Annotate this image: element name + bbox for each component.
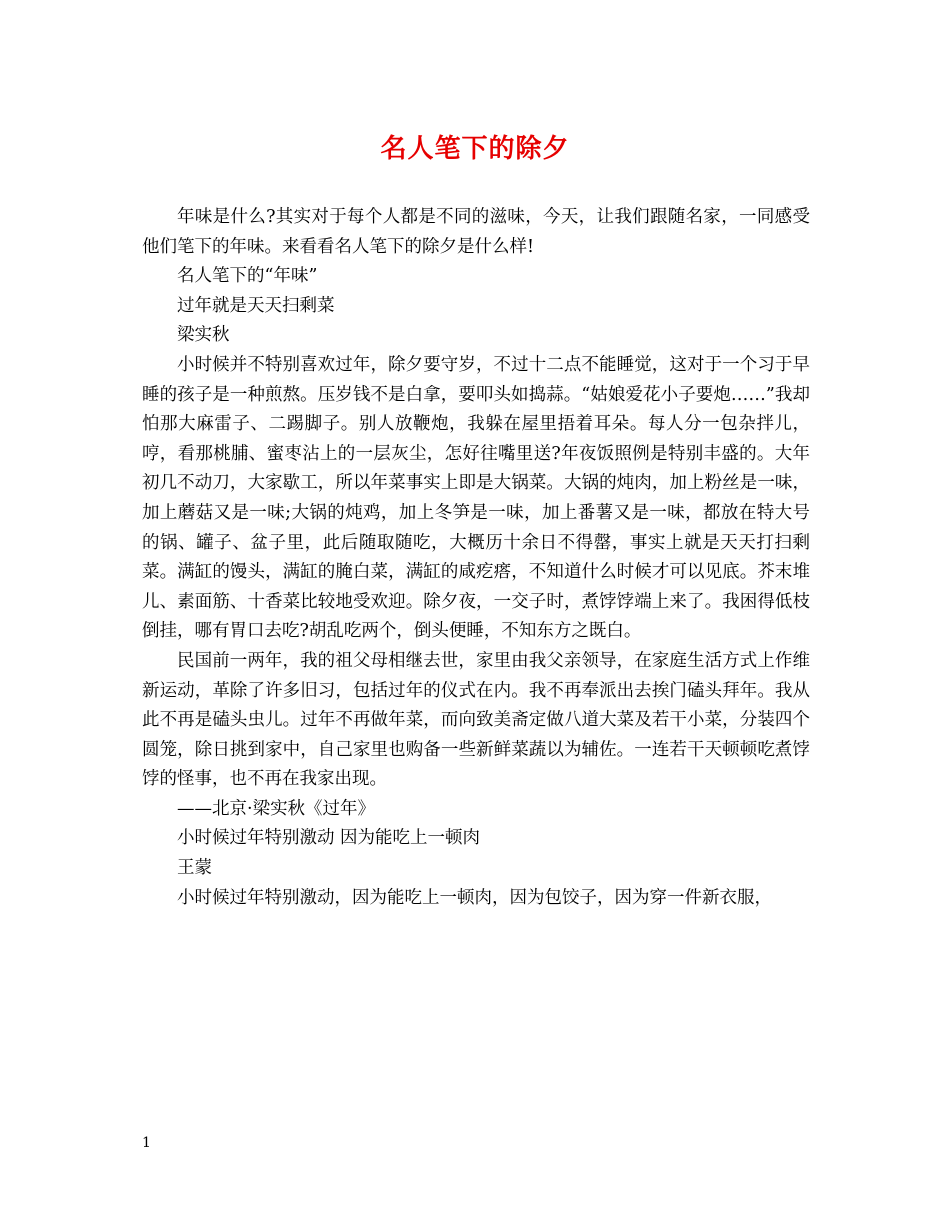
author-wang: 王蒙 bbox=[177, 858, 212, 879]
paragraph-wang-1: 小时候过年特别激动，因为能吃上一顿肉，因为包饺子，因为穿一件新衣服， bbox=[177, 887, 772, 908]
page-number: 1 bbox=[142, 1135, 151, 1151]
section-heading: 名人笔下的“年味” bbox=[177, 266, 318, 287]
author-liang: 梁实秋 bbox=[177, 325, 230, 346]
subheading-liang: 过年就是天天扫剩菜 bbox=[177, 295, 335, 316]
document-title: 名人笔下的除夕 bbox=[380, 134, 570, 164]
paragraph-liang-1: 小时候并不特别喜欢过年，除夕要守岁，不过十二点不能睡觉，这对于一个习于早睡的孩子是一种煎熬。压岁钱不是白拿，要叩头如捣蒜。“姑娘爱花小子要炮……”我却怕那大麻雷子、二踢脚子。别人放鞭炮，我躲在屋里捂着耳朵。每人分一包杂拌儿，哼，看那桃脯、蜜枣沾上的一层灰尘，怎好往嘴里送?年夜饭照例是特别丰盛的。大年初几不动刀，大家歇工，所以年菜事实上即是大锅菜。大锅的炖肉，加上粉丝是一味，加上蘑菇又是一味;大锅的炖鸡，加上冬笋是一味，加上番薯又是一味，都放在特大号的锅、罐子、盆子里，此后随取随吃，大概历十余日不得罄，事实上就是天天打扫剩菜。满缸的馒头，满缸的腌白菜，满缸的咸疙瘩，不知道什么时候才可以见底。芥末堆儿、素面筋、十香菜比较地受欢迎。除夕夜，一交子时，煮饽饽端上来了。我困得低枝倒挂，哪有胃口去吃?胡乱吃两个，倒头便睡，不知东方之既白。 bbox=[142, 354, 810, 642]
source-liang: ——北京·梁实秋《过年》 bbox=[177, 798, 376, 819]
paragraph-liang-2: 民国前一两年，我的祖父母相继去世，家里由我父亲领导，在家庭生活方式上作维新运动，革除了许多旧习，包括过年的仪式在内。我不再奉派出去挨门磕头拜年。我从此不再是磕头虫儿。过年不再做年菜，而向致美斋定做八道大菜及若干小菜，分装四个圆笼，除日挑到家中，自己家里也购备一些新鲜菜蔬以为辅佐。一连若干天顿顿吃煮饽饽的怪事，也不再在我家出现。 bbox=[142, 650, 810, 790]
document-body bbox=[142, 203, 810, 913]
paragraph-intro: 年味是什么?其实对于每个人都是不同的滋味，今天，让我们跟随名家，一同感受他们笔下的年味。来看看名人笔下的除夕是什么样! bbox=[142, 207, 810, 257]
subheading-wang: 小时候过年特别激动 因为能吃上一顿肉 bbox=[177, 828, 481, 849]
